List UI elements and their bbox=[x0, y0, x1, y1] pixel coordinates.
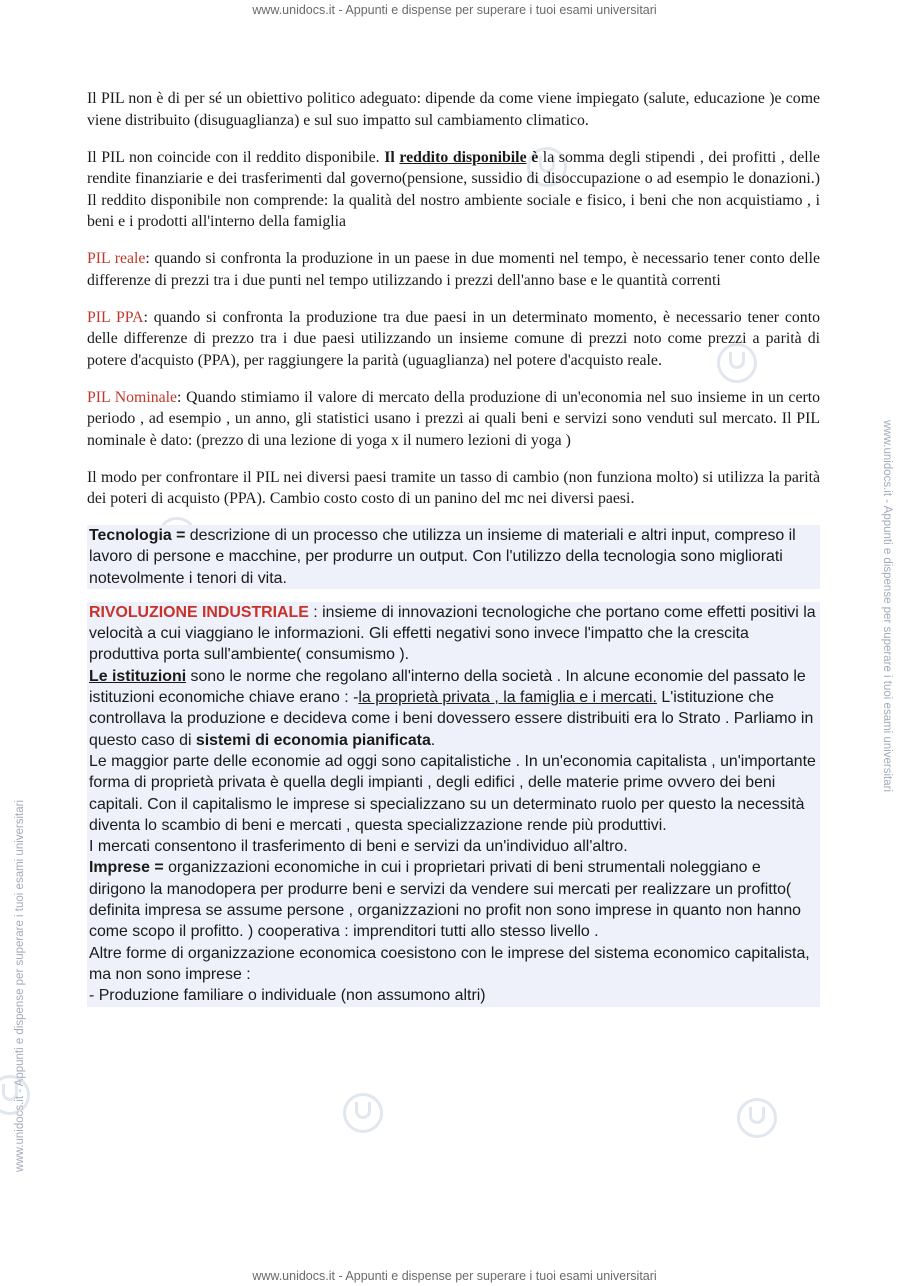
text: . bbox=[430, 731, 436, 749]
watermark-logo-icon bbox=[343, 1093, 383, 1133]
text: : quando si confronta la produzione tra due paesi in un determinato momento, è necessario tener conto delle differenze di prezzo tra i due paesi utilizzando un insieme comune di prezzi noto come prezzi a parità di potere d'acquisto (PPA), per raggiungere la parità (uguaglianza) nel potere d'acquisto reale. bbox=[87, 308, 820, 369]
term-pil-ppa: PIL PPA bbox=[87, 308, 144, 326]
paragraph-rivoluzione-industriale bbox=[87, 602, 820, 666]
side-watermark-right: www.unidocs.it - Appunti e dispense per superare i tuoi esami universitari bbox=[881, 420, 893, 793]
bold-il: Il bbox=[384, 148, 400, 166]
term-pil-reale: PIL reale bbox=[87, 250, 146, 267]
term-economia-pianificata: sistemi di economia pianificata bbox=[195, 731, 431, 749]
paragraph-altre-forme: Altre forme di organizzazione economica coesistono con le imprese del sistema economico capitalista, ma non sono imprese : bbox=[87, 943, 820, 986]
text: : insieme di innovazioni tecnologiche che portano come effetti positivi la velocità a cui viaggiano le informazioni. Gli effetti negativi sono invece l'impatto che la crescita produttiva porta sull'ambiente( consumismo ). bbox=[89, 603, 816, 664]
term-imprese: Imprese = bbox=[89, 859, 164, 877]
bold-e: è bbox=[526, 148, 539, 166]
text: : Quando stimiamo il valore di mercato della produzione di un'economia nel suo insieme in un certo periodo , ad esempio , un anno, gli statistici usano i prezzi ai quali beni e servizi sono venduti sul mercato. Il PIL nominale è dato: (prezzo di una lezione di yoga x il numero lezioni di yoga ) bbox=[87, 388, 820, 449]
paragraph-pil-obiettivo: Il PIL non è di per sé un obiettivo politico adeguato: dipende da come viene impiegato (salute, educazione )e come viene distribuito (disuguaglianza) e sul suo impatto sul cambiamento climatico. bbox=[87, 90, 820, 129]
text: descrizione di un processo che utilizza un insieme di materiali e altri input, compreso il lavoro di persone e macchine, per produrre un output. Con l'utilizzo della tecnologia sono migliorati notevolmente i tenori di vita. bbox=[89, 527, 796, 587]
text: : quando si confronta la produzione in un paese in due momenti nel tempo, è necessario tener conto delle differenze di prezzi tra i due punti nel tempo utilizzando i prezzi dell'anno base e le quantità correnti bbox=[87, 250, 820, 289]
header-banner: www.unidocs.it - Appunti e dispense per superare i tuoi esami universitari bbox=[252, 3, 657, 17]
paragraph-pil-nominale bbox=[87, 387, 820, 452]
side-watermark-left: www.unidocs.it - Appunti e dispense per superare i tuoi esami universitari bbox=[14, 799, 26, 1172]
term-pil-nominale: PIL Nominale bbox=[87, 388, 178, 406]
list-item-produzione-familiare: - Produzione familiare o individuale (non assumono altri) bbox=[87, 985, 820, 1006]
paragraph-istituzioni bbox=[87, 666, 820, 751]
paragraph-pil-reale bbox=[87, 248, 820, 291]
underlined-list: la proprietà privata , la famiglia e i mercati. bbox=[358, 689, 657, 707]
paragraph-capitalismo: Le maggior parte delle economie ad oggi sono capitalistiche . In un'economia capitalista , un'importante forma di proprietà privata è quella degli impianti , degli edifici , delle materie prime ovvero dei beni capitali. Con il capitalismo le imprese si specializzano su un determinato ruolo per questo la necessità diventa lo scambio di beni e mercati , questa specializzazione rende più produttivi. bbox=[87, 751, 820, 836]
footer-banner: www.unidocs.it - Appunti e dispense per superare i tuoi esami universitari bbox=[252, 1269, 657, 1283]
paragraph-reddito-disponibile bbox=[87, 147, 820, 233]
term-rivoluzione-industriale: RIVOLUZIONE INDUSTRIALE bbox=[89, 603, 309, 621]
paragraph-tecnologia bbox=[87, 525, 820, 589]
text: la somma degli stipendi , dei profitti , delle rendite finanziarie e dei trasferimenti dal governo(pensione, sussidio di disoccupazione o ad esempio le donazioni.) Il reddito disponibile non comprende: la qualità del nostro ambiente sociale e fisico, i beni che non acquistiamo , i beni e i prodotti all'interno della famiglia bbox=[87, 148, 820, 230]
paragraph-imprese bbox=[87, 857, 820, 942]
text: organizzazioni economiche in cui i proprietari privati di beni strumentali noleggiano e dirigono la manodopera per produrre beni e servizi da vendere sui mercati per realizzare un profitto( definita impresa se assume persone , organizzazioni no profit non sono imprese in quanto non hanno come scopo il profitto. ) cooperativa : imprenditori tutti allo stesso livello . bbox=[89, 859, 801, 941]
serif-section bbox=[87, 88, 820, 510]
highlighted-section bbox=[87, 525, 820, 1007]
text: L'istituzione che controllava la produzione e decideva come i beni dovessero essere distribuiti era lo Strato . Parliamo in questo caso di bbox=[89, 689, 814, 749]
paragraph-confronto-pil: Il modo per confrontare il PIL nei diversi paesi tramite un tasso di cambio (non funziona molto) si utilizza la parità dei poteri di acquisto (PPA). Cambio costo costo di un panino del mc nei diversi paesi. bbox=[87, 468, 820, 507]
paragraph-mercati: I mercati consentono il trasferimento di beni e servizi da un'individuo all'altro. bbox=[87, 836, 820, 857]
text: sono le norme che regolano all'interno della società . In alcune economie del passato le istituzioni economiche chiave erano : - bbox=[89, 667, 806, 707]
paragraph-pil-ppa bbox=[87, 307, 820, 372]
document-body bbox=[87, 88, 820, 1007]
term-istituzioni: Le istituzioni bbox=[89, 667, 187, 685]
term-reddito-disponibile: reddito disponibile bbox=[399, 148, 527, 166]
text: Il PIL non coincide con il reddito disponibile. bbox=[87, 148, 385, 166]
watermark-logo-icon bbox=[737, 1098, 777, 1138]
term-tecnologia: Tecnologia = bbox=[89, 527, 186, 544]
